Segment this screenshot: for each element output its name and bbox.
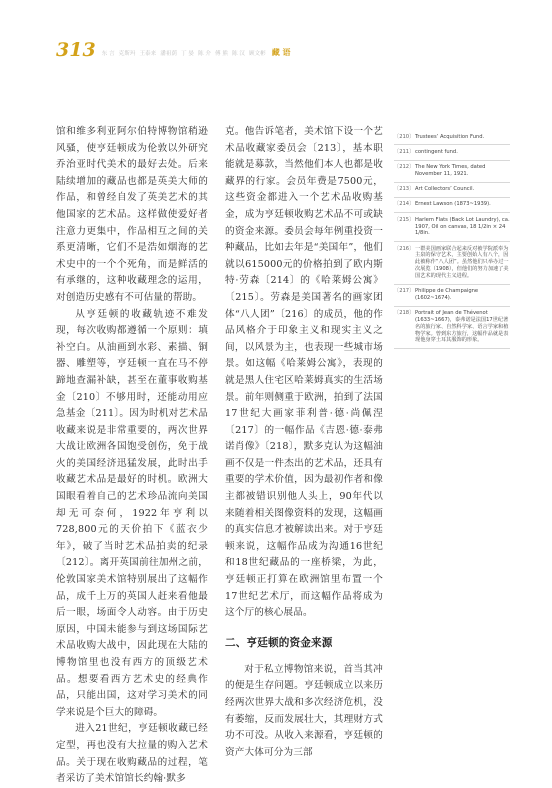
sidenotes bbox=[394, 130, 510, 349]
header-runner-5: 丁 晏 bbox=[181, 51, 194, 57]
note-number: 〔216〕 bbox=[394, 245, 415, 252]
header-runner-9: 顾文彬 bbox=[248, 51, 266, 57]
header-runner-4: 潘祖荫 bbox=[160, 51, 178, 57]
header-runner-1: 东 言 bbox=[101, 51, 115, 57]
section-label: 藏 语 bbox=[271, 48, 291, 57]
note-item bbox=[394, 198, 510, 213]
note-text: The New York Times, dated November 11, 1921. bbox=[415, 164, 486, 177]
note-number: 〔212〕 bbox=[394, 164, 415, 171]
note-text: contingent fund. bbox=[415, 148, 458, 155]
note-item bbox=[394, 213, 510, 242]
note-text: Art Collectors’ Council. bbox=[415, 186, 475, 193]
header-runner-7: 傅 熊 bbox=[214, 51, 228, 57]
section-heading: 二、亨廷顿的资金来源 bbox=[225, 636, 333, 649]
note-number: 〔215〕 bbox=[394, 216, 415, 223]
paragraph: 从亨廷顿的收藏轨迹不难发现，每次收购都遵循一个原则：填补空白。从油画到水彩、素描、铜器、雕塑等，亨廷顿一直在马不停蹄地查漏补缺，甚至在董事收购基金〔210〕不够用时，还能动用应急基金〔211〕。因为时机对艺术品收藏来说是非常重要的，两次世界大战让欧洲各国饱受创伤，免于战火的美国经济迅猛发展，此时出手收藏艺术品是最好的时机。欧洲大国眼看着自己的艺术珍品流向美国却无可奈何，1922年亨利以728,800元的天价拍下《蓝衣少年》，破了当时艺术品拍卖的纪录〔212〕。离开英国前往加州之前，伦敦国家美术馆特别展出了这幅作品，成千上万的英国人赶来看他最后一眼，场面令人动容。由于历史原因，中国未能参与到这场国际艺术品收购大战中，因此现在大陆的博物馆里也没有西方的顶级艺术品。想要看西方艺术史的经典作品，只能出国，这对学习美术的同学来说是个巨大的障碍。 bbox=[56, 308, 208, 718]
note-item bbox=[394, 161, 510, 183]
note-text: Harlem Flats (Back Lot Laundry), ca. 1907, Oil on canvas, 18 1/2in × 24 1/8in. bbox=[415, 216, 510, 237]
note-item bbox=[394, 307, 510, 349]
page-number: 313 bbox=[56, 39, 96, 61]
running-header bbox=[56, 38, 291, 60]
note-text: Philippe de Champaigne (1602~1674). bbox=[415, 288, 479, 301]
note-text: Ernest Lawson (1873~1939). bbox=[415, 201, 491, 208]
note-number: 〔217〕 bbox=[394, 288, 415, 295]
note-number: 〔210〕 bbox=[394, 133, 415, 140]
note-item bbox=[394, 130, 510, 145]
header-runner-2: 克斯玛 bbox=[118, 51, 136, 57]
note-number: 〔214〕 bbox=[394, 201, 415, 208]
note-text: Trustees’ Acquisition Fund. bbox=[415, 133, 485, 140]
note-number: 〔213〕 bbox=[394, 186, 415, 193]
note-item bbox=[394, 242, 510, 284]
header-runner-8: 陈 汉 bbox=[231, 51, 245, 57]
body-column-right bbox=[225, 124, 383, 761]
note-text: Portrait of Jean de Thévenot (1633~1667)，泰弗诺是法国17世纪著名的旅行家、自然科学家、语言学家和植物学家。曾到东方旅行，这幅作品就是表现他身穿土耳其服饰的形象。 bbox=[415, 310, 509, 344]
note-item bbox=[394, 145, 510, 160]
note-item bbox=[394, 183, 510, 198]
header-runner-6: 陈 介 bbox=[198, 51, 211, 57]
note-text: 一群美国画家联合起来反对被学院派奉为主泉的保守艺术，主要创始人有八个，因此被称作“八人团”。虽然他们只举办过一次展览（1908），但他们的努力加速了美国艺术的现代主义进程。 bbox=[415, 245, 509, 279]
header-runner-3: 王泰来 bbox=[139, 51, 157, 57]
note-number: 〔218〕 bbox=[394, 310, 415, 317]
paragraph: 克。他告诉笔者，美术馆下设一个艺术品收藏家委员会〔213〕，基本职能就是募款，当然他们本人也都是收藏界的行家。会员年费是7500元，这些资金都进入一个艺术品收购基金，成为亨廷顿收购艺术品不可或缺的资金来源。委员会每年例重投资一种藏品，比如去年是“美国年”，他们就以615000元的价格拍到了欧内斯特·劳森〔214〕的《哈莱姆公寓》〔215〕。劳森是美国著名的画家团体“八人团”〔216〕的成员，他的作品风格介于印象主义和现实主义之间，以风景为主，也表现一些城市场景。如这幅《哈莱姆公寓》，表现的就是黑人住宅区哈莱姆真实的生活场景。前年则侧重于欧洲，拍到了法国17世纪大画家菲利普·德·尚佩涅〔217〕的一幅作品《吉恩·德·泰弗诺肖像》〔218〕，默多克认为这幅油画不仅是一件杰出的艺术品，还具有重要的学术价值，因为最初作者和像主都被错识别他人头上，90年代以来随着相关图像资料的发现，这幅画的真实信息才被解读出来。对于亨廷顿来说，这幅作品成为沟通16世纪和18世纪藏品的一座桥梁，为此，亨廷顿正打算在欧洲馆里布置一个17世纪艺术厅，而这幅作品将成为这个厅的核心展品。 bbox=[225, 126, 383, 619]
note-item bbox=[394, 285, 510, 307]
paragraph: 进入21世纪，亨廷顿收藏已经定型，再也没有大拉量的购入艺术品。关于现在收购藏品的过程，笔者采访了美术馆馆长约翰·默多 bbox=[56, 723, 208, 785]
body-column-left bbox=[56, 124, 208, 788]
paragraph: 馆和维多利亚阿尔伯特博物馆稍逊风骚，使亨廷顿成为伦敦以外研究乔治亚时代美术的最好去处。后来陆续增加的藏品也都是英美大师的作品，和曾经自发了英美艺术的其他国家的艺术品。这样做使爱好者注意力更集中，作品相互之间的关系更清晰，它们不是浩如烟海的艺术史中的一个个死角，而是鲜活的有承继的，这种收藏理念的运用，对创造历史感有不可估量的帮助。 bbox=[56, 126, 208, 303]
note-number: 〔211〕 bbox=[394, 148, 415, 155]
paragraph: 对于私立博物馆来说，首当其冲的便是生存问题。亨廷顿成立以来历经两次世界大战和多次经济危机，没有萎缩，反而发展壮大，其理财方式功不可没。从收入来源看，亨廷顿的资产大体可分为三部 bbox=[225, 663, 383, 758]
